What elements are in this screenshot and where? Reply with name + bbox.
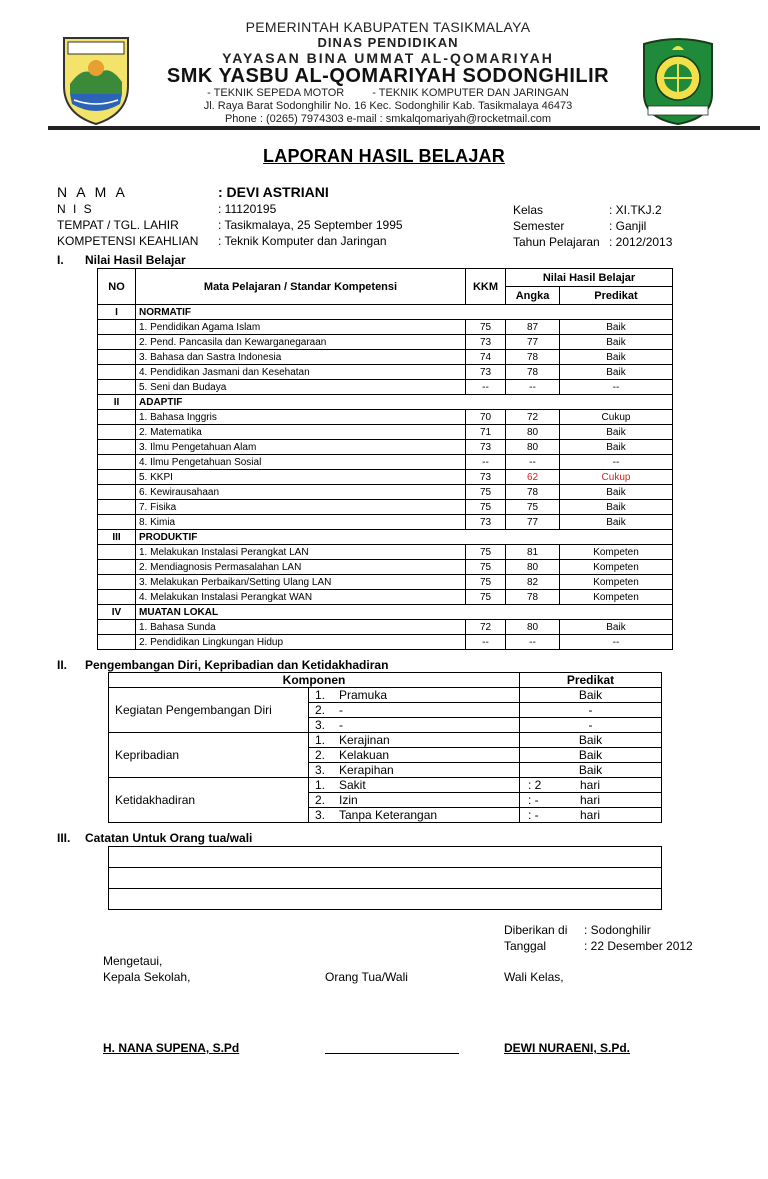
- item-cell: [309, 733, 520, 748]
- table-row: [98, 545, 673, 560]
- item-number: 2.: [315, 748, 326, 762]
- score-cell: --: [506, 455, 560, 470]
- birth-value: : Tasikmalaya, 25 September 1995: [218, 218, 403, 232]
- item-number: 3.: [315, 718, 326, 732]
- kkm-cell: 73: [466, 365, 506, 380]
- table-row: [98, 575, 673, 590]
- score-cell: 78: [506, 590, 560, 605]
- kkm-cell: 73: [466, 515, 506, 530]
- kkm-cell: --: [466, 380, 506, 395]
- notes-table: [108, 846, 662, 910]
- grades-table: [97, 268, 673, 650]
- table-row: [98, 635, 673, 650]
- letterhead-programs: [148, 88, 628, 99]
- group-row: [98, 395, 673, 410]
- item-label: Izin: [339, 793, 358, 807]
- letterhead-rule: [48, 126, 760, 130]
- group-fill: [466, 395, 673, 410]
- subject-cell: 8. Kimia: [136, 515, 466, 530]
- absence-count: : -: [528, 808, 539, 822]
- kkm-cell: 70: [466, 410, 506, 425]
- report-title: LAPORAN HASIL BELAJAR: [263, 146, 505, 166]
- item-grade-cell: -: [520, 718, 662, 733]
- parent-role: Orang Tua/Wali: [325, 970, 408, 984]
- absence-count: : -: [528, 793, 539, 807]
- category-cell: Ketidakhadiran: [109, 778, 309, 823]
- item-cell: [309, 778, 520, 793]
- kkm-cell: 75: [466, 500, 506, 515]
- issue-date-value: : 22 Desember 2012: [584, 939, 693, 953]
- score-cell: 77: [506, 335, 560, 350]
- row-number-cell: [98, 545, 136, 560]
- kkm-cell: --: [466, 635, 506, 650]
- row-number-cell: [98, 320, 136, 335]
- kabupaten-logo-icon: [56, 34, 136, 126]
- section-2-number: II.: [57, 658, 68, 672]
- section-3-title: Catatan Untuk Orang tua/wali: [85, 831, 253, 845]
- item-number: 3.: [315, 808, 326, 822]
- subject-cell: 6. Kewirausahaan: [136, 485, 466, 500]
- notes-row: [109, 889, 662, 910]
- grade-cell: Baik: [560, 485, 673, 500]
- class-value: : XI.TKJ.2: [609, 203, 662, 217]
- score-cell: 78: [506, 485, 560, 500]
- grade-cell: Cukup: [560, 470, 673, 485]
- grade-cell: Baik: [560, 365, 673, 380]
- acknowledged-label: Mengetaui,: [103, 954, 163, 968]
- kkm-cell: 75: [466, 485, 506, 500]
- header-kkm: KKM: [466, 269, 506, 305]
- birth-label: TEMPAT / TGL. LAHIR: [57, 218, 179, 232]
- grade-cell: Kompeten: [560, 545, 673, 560]
- item-grade-cell: Baik: [520, 763, 662, 778]
- row-number-cell: [98, 410, 136, 425]
- kkm-cell: 72: [466, 620, 506, 635]
- item-grade-cell: [520, 778, 662, 793]
- grade-cell: --: [560, 635, 673, 650]
- item-grade-cell: Baik: [520, 733, 662, 748]
- header-score: Angka: [506, 287, 560, 305]
- table-row: [98, 500, 673, 515]
- table-row: [98, 455, 673, 470]
- school-logo-icon: [638, 34, 718, 126]
- header-development-grade: Predikat: [520, 673, 662, 688]
- item-cell: [309, 703, 520, 718]
- letterhead-government: PEMERINTAH KABUPATEN TASIKMALAYA: [245, 19, 531, 35]
- group-name: PRODUKTIF: [136, 530, 466, 545]
- row-number-cell: [98, 590, 136, 605]
- kkm-cell: 74: [466, 350, 506, 365]
- item-grade-cell: Baik: [520, 688, 662, 703]
- table-row: [109, 778, 662, 793]
- grade-cell: --: [560, 455, 673, 470]
- group-name: MUATAN LOKAL: [136, 605, 466, 620]
- table-row: [98, 560, 673, 575]
- grade-cell: Kompeten: [560, 590, 673, 605]
- subject-cell: 5. Seni dan Budaya: [136, 380, 466, 395]
- score-cell: 77: [506, 515, 560, 530]
- subject-cell: 1. Bahasa Inggris: [136, 410, 466, 425]
- row-number-cell: [98, 455, 136, 470]
- name-label: N A M A: [57, 184, 128, 200]
- subject-cell: 3. Bahasa dan Sastra Indonesia: [136, 350, 466, 365]
- grade-cell: Cukup: [560, 410, 673, 425]
- item-number: 2.: [315, 703, 326, 717]
- row-number-cell: [98, 350, 136, 365]
- table-row: [98, 350, 673, 365]
- subject-cell: 2. Matematika: [136, 425, 466, 440]
- program-left: - TEKNIK SEPEDA MOTOR: [207, 87, 345, 99]
- row-number-cell: [98, 335, 136, 350]
- grade-cell: Baik: [560, 500, 673, 515]
- item-cell: [309, 763, 520, 778]
- absence-unit: hari: [580, 793, 601, 807]
- grade-cell: Baik: [560, 350, 673, 365]
- kkm-cell: 73: [466, 440, 506, 455]
- group-number: II: [98, 395, 136, 410]
- row-number-cell: [98, 440, 136, 455]
- letterhead-school-name: SMK YASBU AL-QOMARIYAH SODONGHILIR: [166, 65, 610, 87]
- notes-cell: [109, 847, 662, 868]
- principal-role: Kepala Sekolah,: [103, 970, 191, 984]
- year-value: : 2012/2013: [609, 235, 673, 249]
- letterhead-address: Jl. Raya Barat Sodonghilir No. 16 Kec. Sodonghilir Kab. Tasikmalaya 46473: [203, 100, 573, 112]
- row-number-cell: [98, 500, 136, 515]
- table-row: [109, 733, 662, 748]
- group-fill: [466, 530, 673, 545]
- group-number: IV: [98, 605, 136, 620]
- development-table: [108, 672, 662, 823]
- kkm-cell: 75: [466, 575, 506, 590]
- subject-cell: 4. Pendidikan Jasmani dan Kesehatan: [136, 365, 466, 380]
- table-row: [98, 380, 673, 395]
- nis-label: N I S: [57, 202, 94, 216]
- kkm-cell: 73: [466, 470, 506, 485]
- item-grade-cell: [520, 793, 662, 808]
- header-grade: Predikat: [560, 287, 673, 305]
- header-result: Nilai Hasil Belajar: [506, 269, 673, 287]
- row-number-cell: [98, 485, 136, 500]
- table-row: [98, 515, 673, 530]
- development-header-row: [109, 673, 662, 688]
- development-body: [109, 688, 662, 823]
- subject-cell: 2. Mendiagnosis Permasalahan LAN: [136, 560, 466, 575]
- table-row: [98, 440, 673, 455]
- table-row: [98, 470, 673, 485]
- kkm-cell: 73: [466, 335, 506, 350]
- competency-value: : Teknik Komputer dan Jaringan: [218, 234, 387, 248]
- item-label: -: [339, 718, 343, 732]
- row-number-cell: [98, 470, 136, 485]
- letterhead-department: DINAS PENDIDIKAN: [317, 35, 459, 50]
- item-grade-cell: [520, 808, 662, 823]
- principal-name: H. NANA SUPENA, S.Pd: [103, 1041, 240, 1055]
- letterhead-foundation: YAYASAN BINA UMMAT AL-QOMARIYAH: [222, 50, 554, 66]
- grade-cell: Baik: [560, 440, 673, 455]
- score-cell: 80: [506, 425, 560, 440]
- kkm-cell: 75: [466, 560, 506, 575]
- group-row: [98, 530, 673, 545]
- subject-cell: 5. KKPI: [136, 470, 466, 485]
- row-number-cell: [98, 620, 136, 635]
- grade-cell: Baik: [560, 320, 673, 335]
- kkm-cell: 71: [466, 425, 506, 440]
- semester-label: Semester: [513, 219, 565, 233]
- section-1-number: I.: [57, 253, 64, 267]
- issue-place-label: Diberikan di: [504, 923, 568, 937]
- table-row: [98, 410, 673, 425]
- item-number: 1.: [315, 733, 326, 747]
- grade-cell: Baik: [560, 335, 673, 350]
- row-number-cell: [98, 560, 136, 575]
- table-row: [98, 425, 673, 440]
- absence-count: : 2: [528, 778, 542, 792]
- subject-cell: 1. Bahasa Sunda: [136, 620, 466, 635]
- score-cell: --: [506, 380, 560, 395]
- letterhead-contact: Phone : (0265) 7974303 e-mail : smkalqomariyah@rocketmail.com: [224, 113, 552, 125]
- subject-cell: 1. Melakukan Instalasi Perangkat LAN: [136, 545, 466, 560]
- item-grade-cell: Baik: [520, 748, 662, 763]
- row-number-cell: [98, 635, 136, 650]
- header-no: NO: [98, 269, 136, 305]
- table-row: [98, 365, 673, 380]
- item-label: Kerajinan: [339, 733, 390, 747]
- subject-cell: 4. Melakukan Instalasi Perangkat WAN: [136, 590, 466, 605]
- table-row: [98, 590, 673, 605]
- header-component: Komponen: [109, 673, 520, 688]
- grade-cell: Kompeten: [560, 575, 673, 590]
- item-number: 2.: [315, 793, 326, 807]
- category-cell: Kegiatan Pengembangan Diri: [109, 688, 309, 733]
- notes-cell: [109, 889, 662, 910]
- table-row: [98, 335, 673, 350]
- group-row: [98, 605, 673, 620]
- item-grade-cell: -: [520, 703, 662, 718]
- item-cell: [309, 808, 520, 823]
- kkm-cell: 75: [466, 545, 506, 560]
- item-number: 1.: [315, 688, 326, 702]
- row-number-cell: [98, 425, 136, 440]
- section-2-title: Pengembangan Diri, Kepribadian dan Ketidakhadiran: [85, 658, 389, 672]
- year-label: Tahun Pelajaran: [513, 235, 600, 249]
- item-label: Tanpa Keterangan: [339, 808, 438, 822]
- notes-row: [109, 847, 662, 868]
- kkm-cell: 75: [466, 320, 506, 335]
- score-cell: 80: [506, 560, 560, 575]
- subject-cell: 7. Fisika: [136, 500, 466, 515]
- item-label: Pramuka: [339, 688, 388, 702]
- item-cell: [309, 748, 520, 763]
- kkm-cell: --: [466, 455, 506, 470]
- category-cell: Kepribadian: [109, 733, 309, 778]
- table-row: [98, 320, 673, 335]
- group-name: NORMATIF: [136, 305, 466, 320]
- item-cell: [309, 793, 520, 808]
- homeroom-name: DEWI NURAENI, S.Pd.: [504, 1041, 631, 1055]
- item-cell: [309, 688, 520, 703]
- table-row: [98, 620, 673, 635]
- header-subject: Mata Pelajaran / Standar Kompetensi: [136, 269, 466, 305]
- subject-cell: 2. Pendidikan Lingkungan Hidup: [136, 635, 466, 650]
- score-cell: 78: [506, 365, 560, 380]
- row-number-cell: [98, 365, 136, 380]
- absence-unit: hari: [580, 778, 601, 792]
- grade-cell: Baik: [560, 515, 673, 530]
- notes-cell: [109, 868, 662, 889]
- subject-cell: 1. Pendidikan Agama Islam: [136, 320, 466, 335]
- grade-cell: Baik: [560, 620, 673, 635]
- item-number: 1.: [315, 778, 326, 792]
- subject-cell: 3. Melakukan Perbaikan/Setting Ulang LAN: [136, 575, 466, 590]
- absence-unit: hari: [580, 808, 601, 822]
- class-label: Kelas: [513, 203, 544, 217]
- group-number: III: [98, 530, 136, 545]
- parent-signature-line: [325, 1040, 459, 1054]
- item-label: -: [339, 703, 343, 717]
- score-cell: 81: [506, 545, 560, 560]
- notes-row: [109, 868, 662, 889]
- competency-label: KOMPETENSI KEAHLIAN: [57, 234, 199, 248]
- group-fill: [466, 305, 673, 320]
- kkm-cell: 75: [466, 590, 506, 605]
- score-cell: 75: [506, 500, 560, 515]
- section-1-title: Nilai Hasil Belajar: [85, 253, 186, 267]
- score-cell: 82: [506, 575, 560, 590]
- table-row: [109, 688, 662, 703]
- nis-value: : 11120195: [218, 202, 277, 216]
- letterhead: [48, 16, 760, 134]
- score-cell: 78: [506, 350, 560, 365]
- program-right: - TEKNIK KOMPUTER DAN JARINGAN: [372, 87, 569, 99]
- section-3-number: III.: [57, 831, 71, 845]
- row-number-cell: [98, 575, 136, 590]
- item-label: Kelakuan: [339, 748, 390, 762]
- semester-value: : Ganjil: [609, 219, 647, 233]
- table-row: [98, 485, 673, 500]
- grade-cell: Kompeten: [560, 560, 673, 575]
- item-label: Sakit: [339, 778, 366, 792]
- score-cell: 62: [506, 470, 560, 485]
- name-value: : DEVI ASTRIANI: [218, 184, 329, 200]
- score-cell: 87: [506, 320, 560, 335]
- item-number: 3.: [315, 763, 326, 777]
- score-cell: --: [506, 635, 560, 650]
- subject-cell: 3. Ilmu Pengetahuan Alam: [136, 440, 466, 455]
- group-name: ADAPTIF: [136, 395, 466, 410]
- subject-cell: 2. Pend. Pancasila dan Kewarganegaraan: [136, 335, 466, 350]
- grade-cell: --: [560, 380, 673, 395]
- issue-date-label: Tanggal: [504, 939, 547, 953]
- group-number: I: [98, 305, 136, 320]
- letterhead-text: [148, 20, 628, 125]
- group-row: [98, 305, 673, 320]
- grades-header-row: [98, 269, 673, 287]
- homeroom-role: Wali Kelas,: [504, 970, 564, 984]
- row-number-cell: [98, 515, 136, 530]
- score-cell: 72: [506, 410, 560, 425]
- grades-body: [98, 305, 673, 650]
- score-cell: 80: [506, 440, 560, 455]
- item-cell: [309, 718, 520, 733]
- row-number-cell: [98, 380, 136, 395]
- score-cell: 80: [506, 620, 560, 635]
- item-label: Kerapihan: [339, 763, 394, 777]
- subject-cell: 4. Ilmu Pengetahuan Sosial: [136, 455, 466, 470]
- issue-place-value: : Sodonghilir: [584, 923, 651, 937]
- group-fill: [466, 605, 673, 620]
- grade-cell: Baik: [560, 425, 673, 440]
